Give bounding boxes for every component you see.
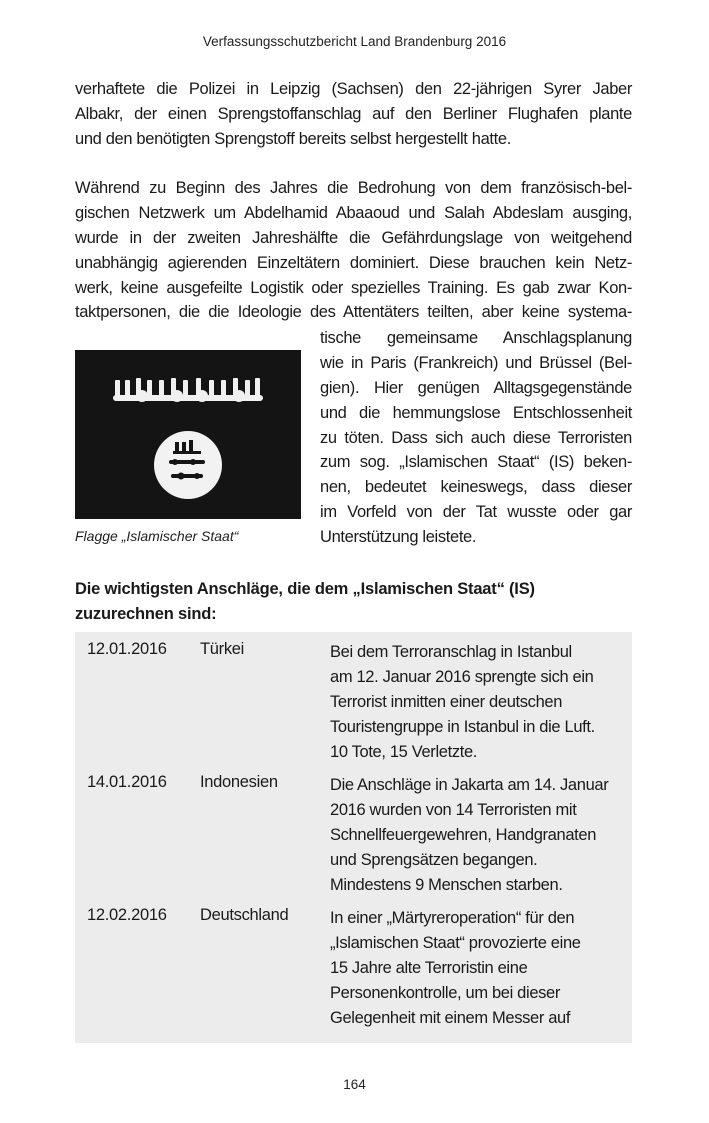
text-line: gien). Hier genügen Alltagsgegenstände [320, 378, 632, 397]
text-line: werk, keine ausgefeilte Logistik oder spezielles Training. Es gab zwar Kon- [75, 278, 632, 297]
text-line: Albakr, der einen Sprengstoffanschlag auf den Berliner Flughafen plante [75, 104, 632, 123]
attack-date: 14.01.2016 [87, 773, 167, 791]
page-number: 164 [343, 1077, 366, 1092]
attack-description [330, 906, 630, 1030]
text-line: und Sprengsätzen begangen. [330, 850, 538, 869]
text-line: 10 Tote, 15 Verletzte. [330, 742, 478, 761]
text-line: Während zu Beginn des Jahres die Bedrohung von dem französisch-bel- [75, 179, 632, 197]
text-line: 15 Jahre alte Terroristin eine [330, 958, 528, 977]
heading-line: Die wichtigsten Anschläge, die dem „Islamischen Staat“ (IS) [75, 580, 535, 598]
text-line: Bei dem Terroranschlag in Istanbul [330, 643, 572, 661]
text-line: 2016 wurden von 14 Terroristen mit [330, 800, 577, 819]
text-line: und den benötigten Sprengstoff bereits selbst hergestellt hatte. [75, 129, 511, 148]
text-line: Gelegenheit mit einem Messer auf [330, 1008, 571, 1027]
section-heading [75, 577, 632, 627]
text-line: am 12. Januar 2016 sprengte sich ein [330, 667, 594, 686]
text-line: unabhängig agierenden Einzeltätern dominiert. Diese brauchen kein Netz- [75, 253, 632, 272]
text-line: taktpersonen, die die Ideologie des Attentäters teilten, aber keine systema- [75, 303, 632, 322]
heading-line: zuzurechnen sind: [75, 604, 217, 623]
paragraph-2-continued [320, 326, 632, 550]
text-line: In einer „Märtyreroperation“ für den [330, 909, 575, 927]
flag-image [75, 350, 301, 519]
text-line: „Islamischen Staat“ provozierte eine [330, 933, 581, 952]
paragraph-2 [75, 176, 632, 325]
attack-country: Deutschland [200, 906, 289, 924]
figure-caption: Flagge „Islamischer Staat“ [75, 528, 239, 544]
attack-description [330, 640, 630, 764]
text-line: gischen Netzwerk um Abdelhamid Abaaoud und Salah Abdeslam ausging, [75, 203, 632, 222]
text-line: nen, bedeutet keineswegs, dass dieser [320, 478, 632, 497]
attack-country: Indonesien [200, 773, 278, 791]
attack-description [330, 773, 630, 897]
paragraph-1 [75, 77, 632, 152]
text-line: und die hemmungslose Entschlossenheit [320, 403, 632, 422]
text-line: verhaftete die Polizei in Leipzig (Sachsen) den 22-jährigen Syrer Jaber [75, 80, 632, 98]
text-line: Die Anschläge in Jakarta am 14. Januar [330, 776, 609, 794]
attack-date: 12.01.2016 [87, 640, 167, 658]
text-line: wie in Paris (Frankreich) und Brüssel (Bel- [320, 353, 632, 372]
text-line: Unterstützung leistete. [320, 528, 477, 547]
text-line: Mindestens 9 Menschen starben. [330, 875, 563, 894]
text-line: im Vorfeld von der Tat wusste oder gar [320, 503, 632, 522]
text-line: zu töten. Dass sich auch diese Terroristen [320, 428, 632, 447]
text-line: Terrorist inmitten einer deutschen [330, 692, 563, 711]
text-line: wurde in der zweiten Jahreshälfte die Gefährdungslage von weitgehend [75, 228, 632, 247]
text-line: zum sog. „Islamischen Staat“ (IS) beken- [320, 453, 632, 472]
attack-country: Türkei [200, 640, 245, 658]
flag-graphic [75, 350, 301, 519]
attacks-table [75, 632, 632, 1043]
running-header: Verfassungsschutzbericht Land Brandenburg 2016 [202, 34, 507, 49]
attack-date: 12.02.2016 [87, 906, 167, 924]
text-line: Touristengruppe in Istanbul in die Luft. [330, 717, 595, 736]
text-line: tische gemeinsame Anschlagsplanung [320, 329, 632, 347]
text-line: Schnellfeuergewehren, Handgranaten [330, 825, 597, 844]
text-line: Personenkontrolle, um bei dieser [330, 983, 561, 1002]
